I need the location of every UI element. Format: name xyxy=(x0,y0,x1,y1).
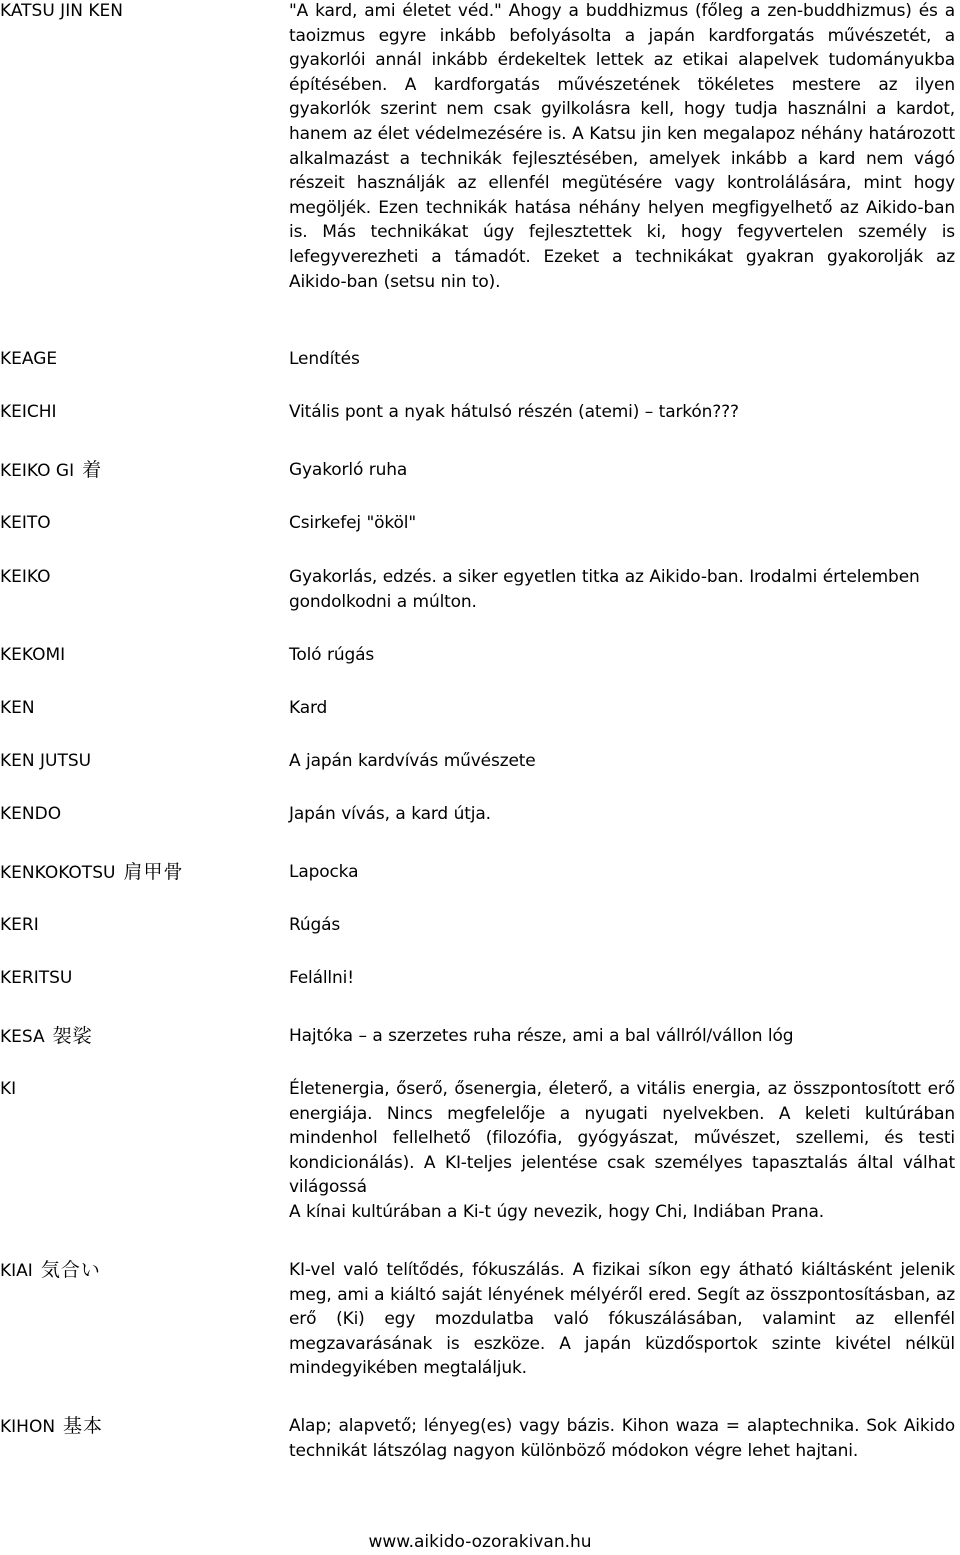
term xyxy=(0,511,280,536)
term-text: KERI xyxy=(0,915,39,935)
term-text: KEAGE xyxy=(0,349,58,369)
term-text: KENDO xyxy=(0,804,62,824)
term-kanji: 基本 xyxy=(63,1415,104,1437)
term-text: KIHON xyxy=(0,1417,56,1437)
definition: Japán vívás, a kard útja. xyxy=(289,804,491,824)
term xyxy=(0,696,280,721)
term-text: KEN JUTSU xyxy=(0,751,92,771)
term xyxy=(0,913,280,938)
term-text: KEIKO GI xyxy=(0,461,75,481)
term xyxy=(0,966,280,991)
term xyxy=(0,802,280,827)
term xyxy=(0,1077,280,1102)
term xyxy=(0,565,280,590)
term-text: KENKOKOTSU xyxy=(0,863,116,883)
definition-main: Életenergia, őserő, ősenergia, életerő, a vitális energia, az összpontosított erő energiája. Nincs megfelelője a nyugati nyelvekben. A keleti kultúrában mindenhol fellelhető (filozófia, gyógyászat, művészet, szellemi, és testi kondicionálás). A KI-teljes jelentése csak személyes tapasztalás által válhat világossá xyxy=(289,1079,955,1198)
term xyxy=(0,1414,280,1440)
definition: "A kard, ami életet véd." Ahogy a buddhizmus (főleg a zen-buddhizmus) és a taoizmus egyre inkább befolyásolta a japán kardforgatás művészetét, a gyakorlói annál inkább érdekeltek lettek az etikai alapelvek tudományukba építésében. A kardforgatás művészetének tökéletes mestere az ilyen gyakorlók szerint nem csak gyilkolásra kell, hogy tudja használni a kardot, hanem az élet védelmezésére is. A Katsu jin ken megalapoz néhány határozott alkalmazást a technikák fejlesztésében, amelyek inkább a kard nem vágó részeit használják az ellenfél megütésére vagy kontrolálására, mint hogy megöljék. Ezen technikák hatása néhány helyen megfigyelhető az Aikido-ban is. Más technikákat úgy fejlesztettek ki, hogy fegyvertelen személy is lefegyverezheti a támadót. Ezeket a technikákat gyakran gyakorolják az Aikido-ban (setsu nin to). xyxy=(289,1,955,292)
term-kanji: 袈裟 xyxy=(52,1025,93,1047)
definition: Hajtóka – a szerzetes ruha része, ami a bal vállról/vállon lóg xyxy=(289,1026,794,1046)
definition: Toló rúgás xyxy=(289,645,375,665)
term-text: KIAI xyxy=(0,1261,33,1281)
definition-extra: A kínai kultúrában a Ki-t úgy nevezik, hogy Chi, Indiában Prana. xyxy=(289,1201,825,1222)
term xyxy=(0,749,280,774)
definition: Lapocka xyxy=(289,862,359,882)
definition: Vitális pont a nyak hátulsó részén (atemi) – tarkón??? xyxy=(289,402,739,422)
footer-url: www.aikido-ozorakivan.hu xyxy=(368,1532,592,1552)
term-text: KATSU JIN KEN xyxy=(0,1,123,21)
term-text: KEITO xyxy=(0,513,51,533)
term-text: KEICHI xyxy=(0,402,57,422)
definition: Rúgás xyxy=(289,915,341,935)
term xyxy=(0,643,280,668)
definition: Gyakorló ruha xyxy=(289,460,408,480)
definition xyxy=(289,1077,955,1225)
definition: Kard xyxy=(289,698,328,718)
term xyxy=(0,860,280,886)
definition: Lendítés xyxy=(289,349,360,369)
term-text: KI xyxy=(0,1079,17,1099)
term xyxy=(0,347,280,372)
definition: Felállni! xyxy=(289,968,354,988)
term-kanji: 着 xyxy=(82,459,103,481)
term-text: KERITSU xyxy=(0,968,73,988)
term-kanji: 肩甲骨 xyxy=(123,861,184,883)
term-text: KESA xyxy=(0,1027,45,1047)
term xyxy=(0,0,280,24)
definition: A japán kardvívás művészete xyxy=(289,751,536,771)
term xyxy=(0,458,280,484)
term xyxy=(0,1024,280,1050)
term-kanji: 気合い xyxy=(40,1259,101,1281)
term xyxy=(0,400,280,425)
definition: Gyakorlás, edzés. a siker egyetlen titka az Aikido-ban. Irodalmi értelemben gondolkodni a múlton. xyxy=(289,567,920,612)
term-text: KEKOMI xyxy=(0,645,66,665)
term-text: KEIKO xyxy=(0,567,51,587)
definition: KI-vel való telítődés, fókuszálás. A fizikai síkon egy átható kiáltásként jelenik meg, ami a kiáltó saját lényének mélyéről ered. Segít az összpontosításban, az erő (Ki) egy mozdulatba való fókuszálásában, valamint az ellenfél megzavarásának is eszköze. A japán küzdősportok szinte kivétel nélkül mindegyikében megtaláljuk. xyxy=(289,1260,955,1379)
term-text: KEN xyxy=(0,698,35,718)
definition: Csirkefej "ököl" xyxy=(289,513,417,533)
definition: Alap; alapvető; lényeg(es) vagy bázis. Kihon waza = alaptechnika. Sok Aikido technikát látszólag nagyon különböző módokon végre lehet hajtani. xyxy=(289,1416,955,1461)
term xyxy=(0,1258,280,1284)
